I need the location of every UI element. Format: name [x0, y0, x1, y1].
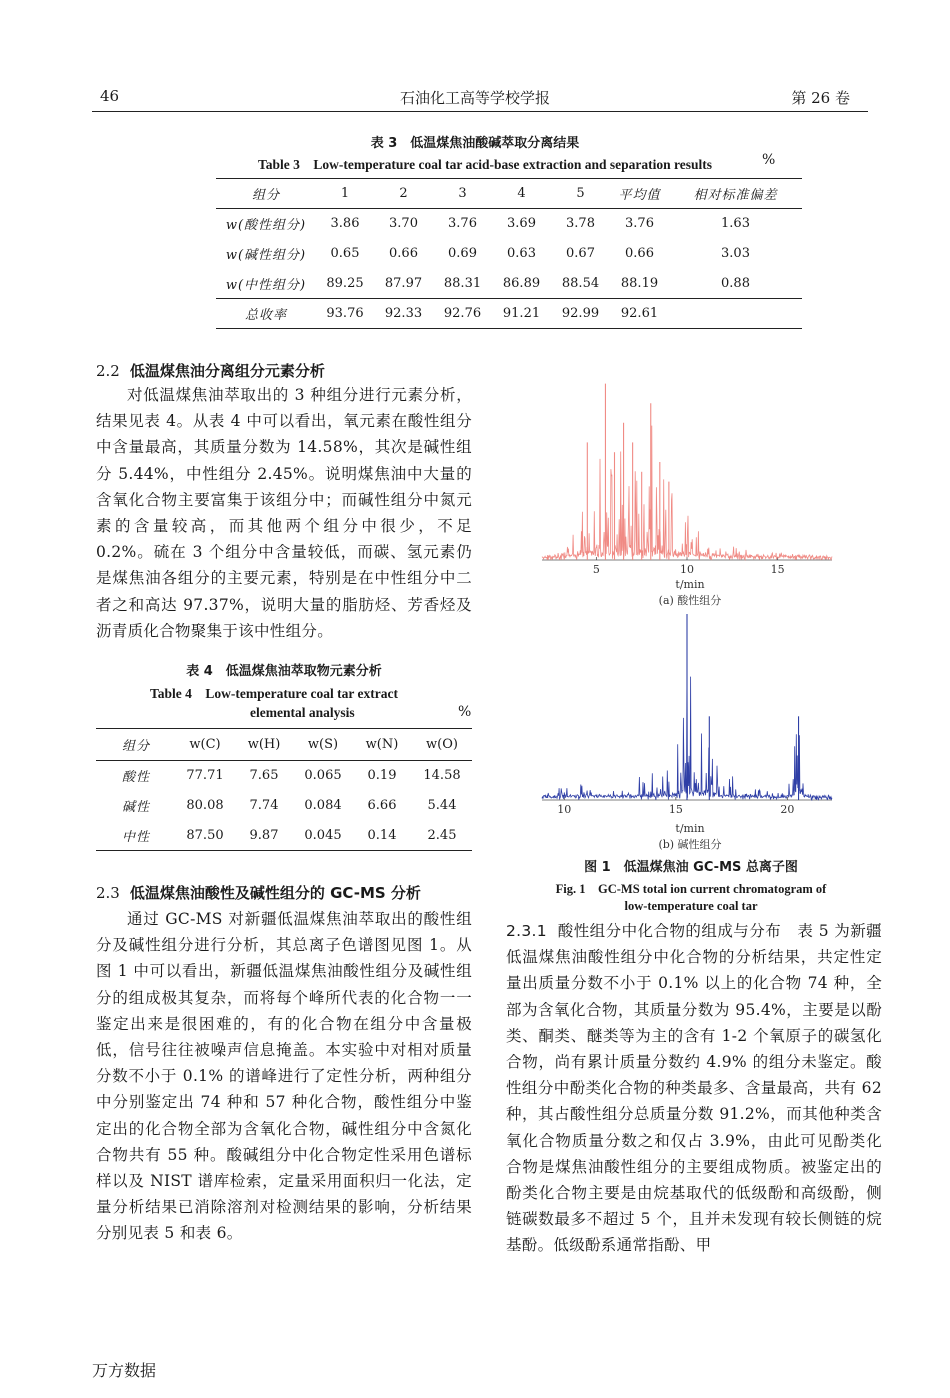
table3: [216, 178, 802, 329]
table3-cell: 0.66: [389, 246, 418, 261]
table4-title-en-1: Table 4 Low-temperature coal tar extract: [150, 686, 398, 701]
table3-header-cell: 平均值: [618, 188, 661, 203]
figure1-caption-cn: 图 1 低温煤焦油 GC-MS 总离子图: [584, 860, 798, 875]
table3-unit: %: [762, 152, 776, 168]
table4-cell: 0.084: [304, 798, 342, 813]
table3-cell: 92.99: [561, 306, 600, 321]
table-row: [96, 821, 472, 851]
table3-header-cell: 5: [576, 186, 585, 201]
section-number: 2.2: [96, 362, 120, 380]
table3-cell: 3.76: [625, 216, 654, 232]
table3-header-cell: 相对标准偏差: [693, 188, 778, 203]
table3-cell: 92.76: [443, 306, 482, 321]
table3-cell: 0.69: [448, 246, 477, 261]
chart-a-caption: (a) 酸性组分: [658, 594, 722, 607]
chromatogram-trace: [542, 426, 832, 560]
table3-header-cell: 组分: [251, 188, 280, 203]
x-tick-label: 5: [592, 563, 600, 576]
table4-cell: 0.14: [367, 827, 397, 843]
table4-title-en-2: elemental analysis: [250, 705, 355, 720]
table3-header-cell: 4: [517, 186, 526, 201]
table3-cell: 87.97: [384, 275, 423, 291]
table3-cell: w(酸性组分): [225, 218, 307, 234]
table-row: [216, 269, 802, 299]
table4-header-cell: w(N): [365, 737, 399, 752]
table3-cell: 0.66: [625, 246, 654, 261]
table4-unit: %: [458, 704, 472, 720]
table3-cell: 93.76: [326, 306, 364, 321]
table3-cell: 总收率: [244, 308, 287, 323]
chart-b-xlabel: t/min: [675, 822, 705, 835]
section-title: 低温煤焦油酸性及碱性组分的 GC-MS 分析: [129, 884, 421, 902]
table4-cell: 87.50: [186, 827, 224, 843]
table4-header-cell: w(H): [247, 737, 281, 752]
watermark: 万方数据: [92, 1361, 157, 1380]
table3-cell: 3.86: [330, 216, 360, 232]
table4-title-cn: 表 4 低温煤焦油萃取物元素分析: [186, 664, 382, 679]
table-row: [96, 791, 472, 821]
table-row: [216, 209, 802, 239]
table3-cell: 3.70: [389, 216, 418, 232]
figure1-caption-en-2: low-temperature coal tar: [624, 899, 758, 913]
table4-header-row: [96, 729, 472, 761]
table4-header-cell: w(O): [426, 737, 458, 752]
section-number: 2.3.1: [506, 922, 547, 940]
table4-cell: 0.065: [304, 768, 342, 784]
chart-b-caption: (b) 碱性组分: [658, 838, 722, 851]
table3-cell: w(中性组分): [225, 277, 307, 293]
table3-cell: 0.88: [721, 275, 750, 291]
x-tick-label: 15: [770, 563, 785, 576]
section-text: 表 5 为新疆低温煤焦油酸性组分中化合物的分析结果，共定性定量出质量分数不小于 0.1% 以上的化合物 74 种，全部为含氧化合物，其质量分数为 95.4%，主要是以酚类、酮类、醚类等为主的含有 1-2 个氧原子的碳氢化合物，尚有累计质量分数约 4.9% 的组分未鉴定。酸性组分中酚类化合物的种类最多、含量最高，共有 62 种，其占酸性组分总质量分数 91.2%，而其他种类含氧化合物质量分数之和仅占 3.9%，由此可见酚类化合物是煤焦油酸性组分的主要组成物质。被鉴定出的酚类化合物主要是由烷基取代的低级酚和高级酚，侧链碳数最多不超过 5 个，且并未发现有较长侧链的烷基酚。低级酚系通常指酚、甲: [506, 922, 882, 1255]
table3-cell: [669, 299, 802, 329]
table4-cell: 6.66: [367, 798, 397, 813]
section-number: 2.3: [96, 884, 120, 902]
table3-header-row: [216, 179, 802, 209]
section-2-2-body: 对低温煤焦油萃取出的 3 种组分进行元素分析，结果见表 4。从表 4 中可以看出，氧元素在酸性组分中含量最高，其质量分数为 14.58%，其次是碱性组分 5.44%，中性组分 2.45%。说明煤焦油中大量的含氧化合物主要富集于该组分中；而碱性组分中氮元素的含量较高，而其他两个组分中很少，不足 0.2%。硫在 3 个组分中含量较低，而碳、氢元素仍是煤焦油各组分的主要元素，特别是在中性组分中二者之和高达 97.37%，说明大量的脂肪烃、芳香烃及沥青质化合物聚集于该中性组分。: [96, 386, 472, 640]
section-title: 酸性组分中化合物的组成与分布: [557, 922, 782, 940]
section-2-3-heading: [96, 882, 421, 903]
table3-cell: 88.19: [620, 275, 659, 291]
x-tick-label: 10: [680, 563, 694, 576]
table3-cell: 92.61: [620, 306, 659, 321]
section-2-2-heading: [96, 360, 325, 381]
table4-cell: 0.045: [304, 827, 342, 843]
table3-cell: 3.78: [566, 216, 595, 232]
journal-title: 石油化工高等学校学报: [399, 89, 550, 107]
header-rule: [92, 111, 868, 112]
table4-cell: 中性: [121, 829, 150, 845]
table3-title-en: Table 3 Low-temperature coal tar acid-base extraction and separation results: [258, 157, 712, 172]
chromatogram-acid: [540, 360, 840, 580]
x-tick-label: 20: [780, 803, 795, 816]
table3-cell: 1.63: [721, 216, 750, 232]
table3-cell: 88.54: [561, 275, 600, 291]
table4-header-cell: w(S): [307, 737, 339, 752]
table3-cell: 0.65: [330, 246, 360, 261]
table4-cell: 80.08: [186, 798, 224, 813]
table4-cell: 0.19: [367, 768, 397, 784]
x-tick-label: 10: [557, 803, 572, 816]
table3-cell: 92.33: [384, 306, 423, 321]
table3-header-cell: 1: [340, 186, 350, 201]
table4-cell: 2.45: [427, 827, 457, 843]
section-title: 低温煤焦油分离组分元素分析: [129, 362, 325, 380]
table4-cell: 9.87: [249, 827, 279, 843]
section-2-3-body: 通过 GC-MS 对新疆低温煤焦油萃取出的酸性组分及碱性组分进行分析，其总离子色谱图见图 1。从图 1 中可以看出，新疆低温煤焦油酸性组分及碱性组分的组成极其复杂，而将每个峰所代表的化合物一一鉴定出来是很困难的，有的化合物在组分中含量极低，信号往往被噪声信息掩盖。本实验中对相对质量分数不小于 0.1% 的谱峰进行了定性分析，两种组分中分别鉴定出 74 种和 57 种化合物，酸性组分中鉴定出的化合物全部为含氧化合物，碱性组分中含氮化合物共有 55 种。酸碱组分中化合物定性采用色谱标样以及 NIST 谱库检索，定量采用面积归一化法，定量分析结果已消除溶剂对检测结果的影响，分析结果分别见表 5 和表 6。: [96, 910, 472, 1243]
page-number: 46: [100, 87, 120, 105]
table3-title-cn: 表 3 低温煤焦油酸碱萃取分离结果: [370, 136, 580, 151]
table3-cell: w(碱性组分): [225, 248, 307, 263]
volume-label: 第 26 卷: [791, 89, 850, 107]
table3-cell: 89.25: [326, 275, 364, 291]
table-row: [216, 299, 802, 329]
figure1-caption-en-1: Fig. 1 GC-MS total ion current chromatogram of: [555, 882, 827, 896]
chromatogram-base: [540, 610, 840, 820]
table4-cell: 碱性: [121, 800, 150, 815]
table4-header-cell: w(C): [189, 737, 221, 752]
table4-cell: 酸性: [121, 770, 150, 786]
chart-a-xlabel: t/min: [675, 578, 705, 591]
table3-cell: 0.63: [507, 246, 536, 261]
section-2-3-1-body: [506, 918, 882, 1259]
table-row: [96, 761, 472, 791]
table4-cell: 14.58: [423, 768, 461, 784]
table4-cell: 7.74: [249, 798, 279, 813]
table3-cell: 91.21: [502, 306, 541, 321]
table4-header-cell: 组分: [121, 739, 150, 754]
table3-cell: 3.69: [507, 216, 536, 232]
x-tick-label: 15: [668, 803, 683, 816]
table4-cell: 77.71: [186, 768, 224, 784]
table4-cell: 7.65: [249, 768, 279, 784]
table3-header-cell: 2: [399, 186, 408, 201]
table4: [96, 728, 472, 851]
table3-cell: 3.03: [721, 246, 750, 261]
table4-cell: 5.44: [427, 798, 457, 813]
table3-header-cell: 3: [458, 186, 467, 201]
table3-cell: 3.76: [448, 216, 477, 232]
table3-cell: 86.89: [502, 275, 541, 291]
table3-cell: 88.31: [443, 275, 482, 291]
table-row: [216, 239, 802, 269]
table3-cell: 0.67: [566, 246, 595, 261]
